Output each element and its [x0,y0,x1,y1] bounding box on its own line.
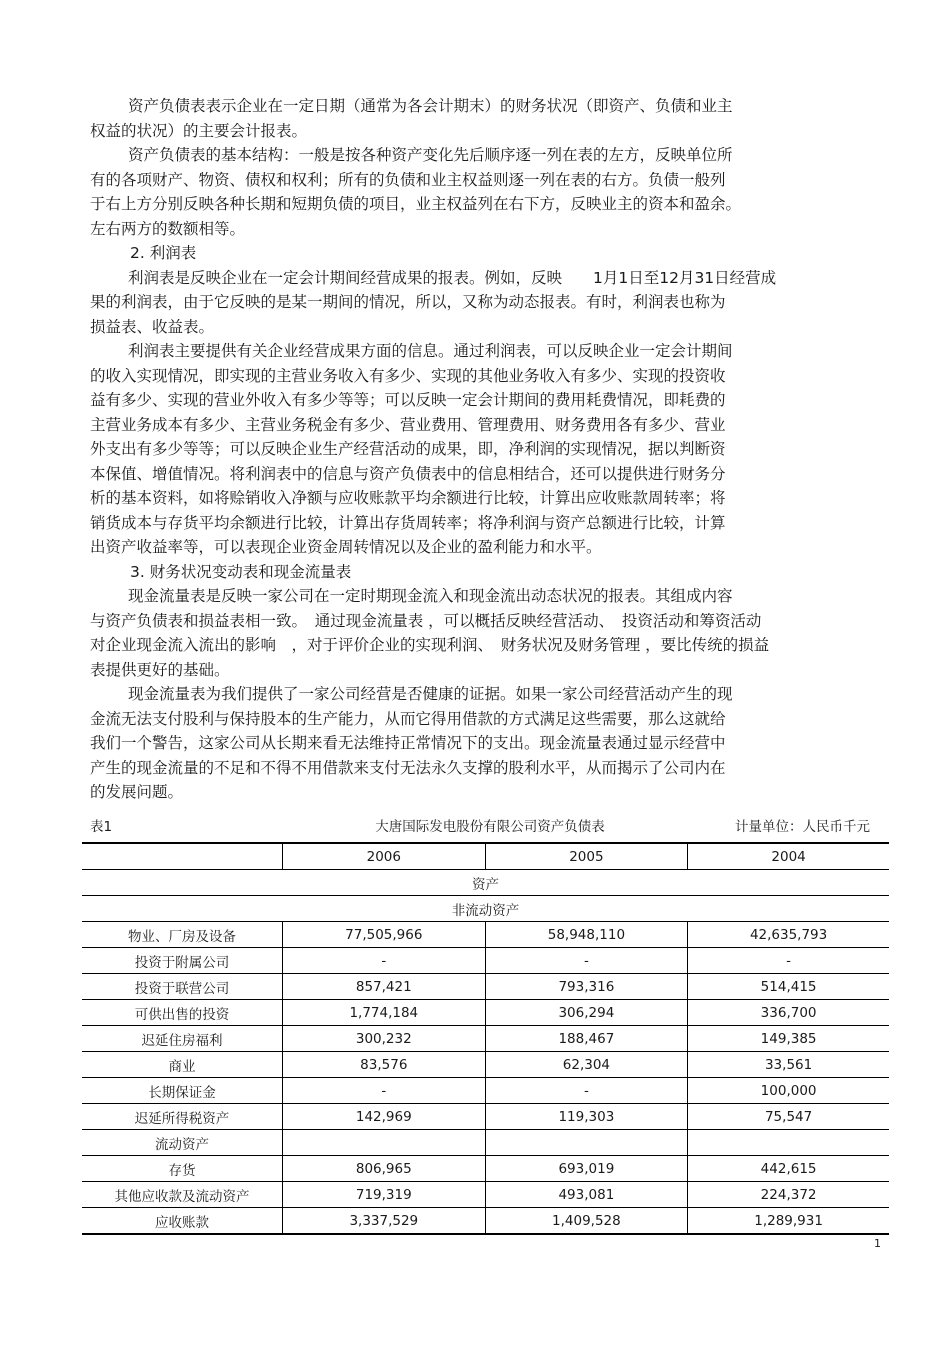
year-header: 2006 [283,843,486,870]
text-line: 外支出有多少等等；可以反映企业生产经营活动的成果，即，净利润的实现情况，据以判断资 [90,440,726,458]
cell-value: 693,019 [485,1156,688,1182]
text-line: 出资产收益率等，可以表现企业资金周转情况以及企业的盈利能力和水平。 [90,538,602,556]
year-header: 2005 [485,843,688,870]
section-noncurrent: 非流动资产 [82,896,889,922]
table-row [82,974,889,1000]
cell-value: 336,700 [688,1000,889,1026]
section-row [82,1130,889,1156]
table-row [82,1156,889,1182]
text-line: 表提供更好的基础。 [90,660,230,679]
section-row [82,870,889,896]
cell-value: - [688,948,889,974]
table-row [82,1182,889,1208]
cell-value: - [283,948,486,974]
text-line: 益有多少、实现的营业外收入有多少等等；可以反映一定会计期间的费用耗费情况，即耗费的 [90,391,726,409]
year-header: 2004 [688,843,889,870]
section-heading: 2. 利润表 [130,244,197,262]
cell-value: 793,316 [485,974,688,1000]
row-label: 商业 [82,1052,283,1078]
table-row [82,922,889,948]
header-blank-cell [82,843,283,870]
row-label: 存货 [82,1156,283,1182]
text-line: 销货成本与存货平均余额进行比较，计算出存货周转率；将净利润与资产总额进行比较，计算 [90,513,726,532]
empty-cell [283,1130,486,1156]
text-line: 析的基本资料，如将赊销收入净额与应收账款平均余额进行比较，计算出应收账款周转率；将 [90,489,726,507]
text-line: 的收入实现情况，即实现的主营业务收入有多少、实现的其他业务收入有多少、实现的投资收 [90,366,726,385]
text-line: 现金流量表为我们提供了一家公司经营是否健康的证据。如果一家公司经营活动产生的现 [128,685,733,703]
cell-value: 149,385 [688,1026,889,1052]
text-line: 利润表是反映企业在一定会计期间经营成果的报表。例如，反映 1月1日至12月31日经营成 [128,268,777,287]
cell-value: 75,547 [688,1104,889,1130]
text-line: 有的各项财产、物资、债权和权利；所有的负债和业主权益则逐一列在表的右方。负债一般列 [90,170,726,189]
text-line: 本保值、增值情况。将利润表中的信息与资产负债表中的信息相结合，还可以提供进行财务分 [90,464,726,483]
cell-value: 1,774,184 [283,1000,486,1026]
table-header-row [82,843,889,870]
cell-value: 300,232 [283,1026,486,1052]
text-line: 我们一个警告，这家公司从长期来看无法维持正常情况下的支出。现金流量表通过显示经营中 [90,734,726,752]
section-assets: 资产 [82,870,889,896]
cell-value: 100,000 [688,1078,889,1104]
cell-value: 306,294 [485,1000,688,1026]
cell-value: 33,561 [688,1052,889,1078]
text-line: 权益的状况）的主要会计报表。 [90,121,308,140]
row-label: 可供出售的投资 [82,1000,283,1026]
table-row [82,1208,889,1235]
text-line: 的发展问题。 [90,783,184,801]
table-row [82,1104,889,1130]
text-line: 损益表、收益表。 [90,317,215,336]
row-label: 投资于联营公司 [82,974,283,1000]
cell-value: 493,081 [485,1182,688,1208]
row-label: 应收账款 [82,1208,283,1235]
text-line: 现金流量表是反映一家公司在一定时期现金流入和现金流出动态状况的报表。其组成内容 [128,587,733,605]
cell-value: 1,409,528 [485,1208,688,1235]
cell-value: - [283,1078,486,1104]
text-line: 果的利润表，由于它反映的是某一期间的情况，所以，又称为动态报表。有时，利润表也称为 [90,293,726,311]
cell-value: 224,372 [688,1182,889,1208]
section-current: 流动资产 [82,1130,283,1156]
cell-value: 119,303 [485,1104,688,1130]
table-label: 表1 [90,819,113,835]
cell-value: 3,337,529 [283,1208,486,1235]
cell-value: 77,505,966 [283,922,486,948]
cell-value: 62,304 [485,1052,688,1078]
cell-value: 442,615 [688,1156,889,1182]
text-line: 资产负债表表示企业在一定日期（通常为各会计期末）的财务状况（即资产、负债和业主 [128,97,733,115]
table-row [82,1026,889,1052]
section-heading: 3. 财务状况变动表和现金流量表 [130,562,352,581]
cell-value: 1,289,931 [688,1208,889,1235]
cell-value: 806,965 [283,1156,486,1182]
page-number: 1 [874,1237,881,1250]
text-line: 左右两方的数额相等。 [90,219,246,238]
empty-cell [688,1130,889,1156]
cell-value: 514,415 [688,974,889,1000]
cell-value: 857,421 [283,974,486,1000]
text-line: 利润表主要提供有关企业经营成果方面的信息。通过利润表，可以反映企业一定会计期间 [128,342,733,360]
row-label: 长期保证金 [82,1078,283,1104]
row-label: 迟延所得税资产 [82,1104,283,1130]
text-line: 于右上方分别反映各种长期和短期负债的项目，业主权益列在右下方，反映业主的资本和盈余。 [90,195,742,213]
row-label: 迟延住房福利 [82,1026,283,1052]
text-line: 对企业现金流入流出的影响 ，对于评价企业的实现利润、 财务状况及财务管理 ，要比传统的损益 [90,636,770,654]
row-label: 投资于附属公司 [82,948,283,974]
table-unit: 计量单位：人民币千元 [735,819,870,835]
cell-value: 142,969 [283,1104,486,1130]
row-label: 其他应收款及流动资产 [82,1182,283,1208]
table-row [82,1000,889,1026]
table-row [82,1052,889,1078]
table-title: 大唐国际发电股份有限公司资产负债表 [375,819,605,835]
balance-sheet-table [82,842,889,1235]
text-line: 产生的现金流量的不足和不得不用借款来支付无法永久支撑的股利水平，从而揭示了公司内在 [90,758,726,777]
cell-value: - [485,948,688,974]
section-row [82,896,889,922]
cell-value: 58,948,110 [485,922,688,948]
body-text [90,94,880,805]
empty-cell [485,1130,688,1156]
cell-value: - [485,1078,688,1104]
table-row [82,1078,889,1104]
cell-value: 719,319 [283,1182,486,1208]
cell-value: 83,576 [283,1052,486,1078]
row-label: 物业、厂房及设备 [82,922,283,948]
table-row [82,948,889,974]
text-line: 金流无法支付股利与保持股本的生产能力，从而它得用借款的方式满足这些需要，那么这就给 [90,709,726,728]
text-line: 主营业务成本有多少、主营业务税金有多少、营业费用、管理费用、财务费用各有多少、营业 [90,415,726,434]
text-line: 与资产负债表和损益表相一致。 通过现金流量表 ，可以概括反映经营活动、 投资活动和筹资活动 [90,611,762,630]
cell-value: 42,635,793 [688,922,889,948]
text-line: 资产负债表的基本结构：一般是按各种资产变化先后顺序逐一列在表的左方，反映单位所 [128,146,733,164]
cell-value: 188,467 [485,1026,688,1052]
